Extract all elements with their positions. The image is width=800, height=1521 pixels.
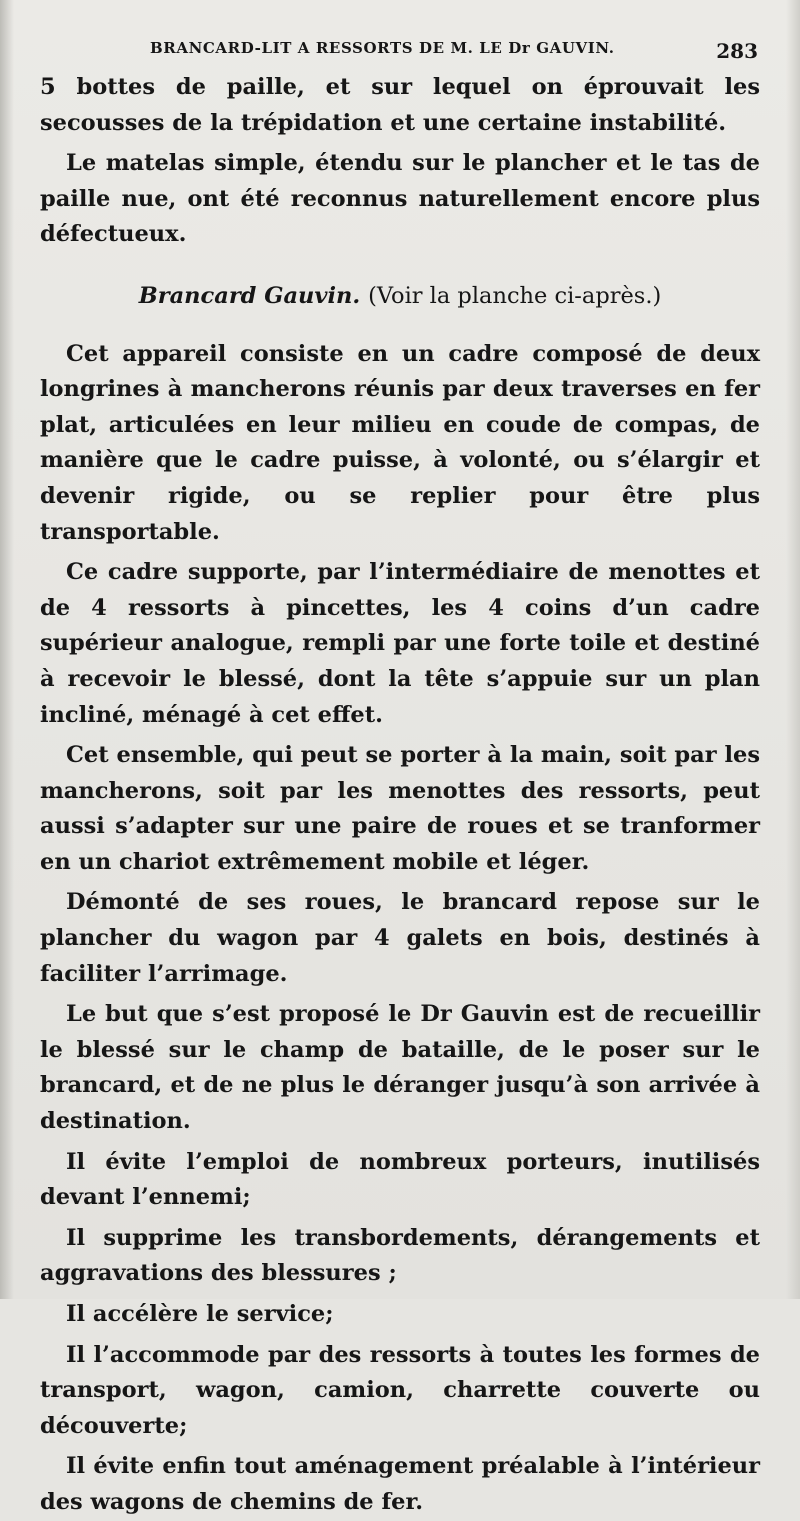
page-header: [40, 36, 760, 66]
section-title: Brancard Gauvin.: [138, 282, 361, 309]
body-text: [40, 70, 760, 1521]
page-number: 283: [716, 39, 758, 63]
paragraph: Il l’accommode par des ressorts à toutes les formes de transport, wagon, camion, charrette couverte ou découverte;: [40, 1341, 760, 1439]
paragraph: Ce cadre supporte, par l’intermédiaire de menottes et de 4 ressorts à pincettes, les 4 coins d’un cadre supérieur analogue, rempli par une forte toile et destiné à recevoir le blessé, dont la tête s’appuie sur un plan incliné, ménagé à cet effet.: [40, 559, 760, 728]
paragraph: Il évite enfin tout aménagement préalable à l’intérieur des wagons de chemins de fer.: [40, 1453, 760, 1515]
page-left-edge: [0, 0, 14, 1299]
paragraph: Cet ensemble, qui peut se porter à la main, soit par les mancherons, soit par les menottes des ressorts, peut aussi s’adapter sur une paire de roues et se tranformer en un chariot extrêmement mobile et léger.: [40, 742, 760, 875]
section-reference: (Voir la planche ci-après.): [368, 282, 662, 309]
paragraph-continued: 5 bottes de paille, et sur lequel on éprouvait les secousses de la trépidation et une certaine instabilité.: [40, 74, 760, 136]
paragraph: Il évite l’emploi de nombreux porteurs, inutilisés devant l’ennemi;: [40, 1148, 760, 1211]
page-right-edge: [786, 0, 800, 1299]
section-heading: [40, 279, 760, 315]
paragraph: Cet appareil consiste en un cadre composé de deux longrines à mancherons réunis par deux traverses en fer plat, articulées en leur milieu en coude de compas, de manière que le cadre puisse, à volonté, ou s’élargir et devenir rigide, ou se replier pour être plus transportable.: [40, 340, 760, 545]
paragraph: Démonté de ses roues, le brancard repose sur le plancher du wagon par 4 galets en bois, destinés à faciliter l’arrimage.: [40, 889, 760, 987]
paragraph: Le but que s’est proposé le Dr Gauvin est de recueillir le blessé sur le champ de bataille, de le poser sur le brancard, et de ne plus le déranger jusqu’à son arrivée à destination.: [40, 1001, 760, 1135]
paragraph: Il supprime les transbordements, dérangements et aggravations des blessures ;: [40, 1224, 760, 1287]
paragraph: Il accélère le service;: [66, 1301, 334, 1327]
paragraph: Le matelas simple, étendu sur le plancher et le tas de paille nue, ont été reconnus naturellement encore plus défectueux.: [40, 150, 760, 248]
running-head: BRANCARD-LIT A RESSORTS DE M. LE Dr GAUVIN.: [150, 39, 615, 57]
